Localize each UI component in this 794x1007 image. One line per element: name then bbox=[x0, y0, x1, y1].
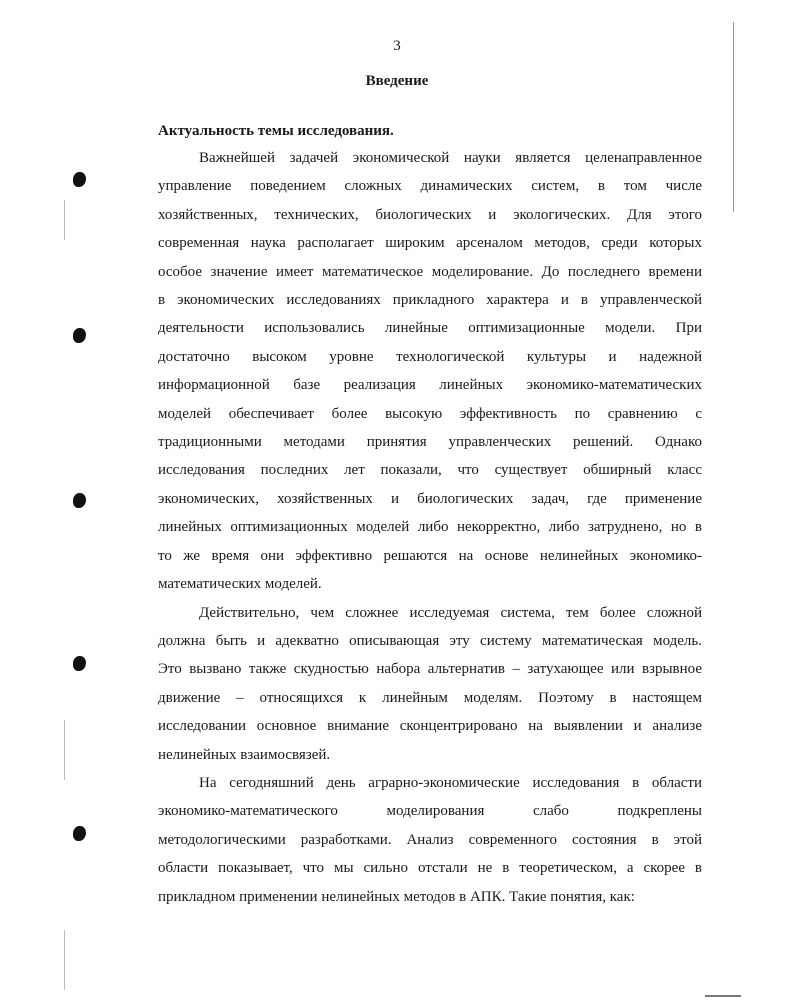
text-line: прикладном применении нелинейных методов в АПК. Такие понятия, как: bbox=[158, 888, 635, 905]
text-line: исследовании основное внимание сконцентрировано на выявлении и анализе bbox=[158, 718, 702, 735]
text-line: нелинейных взаимосвязей. bbox=[158, 746, 331, 763]
punch-hole-4 bbox=[73, 656, 86, 671]
paragraph bbox=[158, 599, 702, 769]
text-line: современная наука располагает широким арсеналом методов, среди которых bbox=[158, 235, 702, 252]
text-line: исследования последних лет показали, что существует обширный класс bbox=[158, 462, 702, 479]
section-heading: Введение bbox=[365, 73, 429, 89]
text-line: Это вызвано также скудностью набора альтернатив – затухающее или взрывное bbox=[158, 661, 702, 678]
text-line: должна быть и адекватно описывающая эту систему математическая модель. bbox=[158, 632, 702, 649]
text-line: управление поведением сложных динамических систем, в том числе bbox=[158, 178, 702, 195]
punch-hole-5 bbox=[73, 826, 86, 841]
text-line: линейных оптимизационных моделей либо некорректно, либо затруднено, но в bbox=[158, 519, 702, 536]
scan-edge-left-1 bbox=[64, 200, 65, 240]
body-text bbox=[158, 144, 702, 911]
text-line: то же время они эффективно решаются на основе нелинейных экономико- bbox=[158, 547, 702, 564]
scan-edge-left-2 bbox=[64, 720, 65, 780]
text-line: деятельности использовались линейные оптимизационные модели. При bbox=[158, 320, 702, 337]
page-number: 3 bbox=[393, 38, 401, 54]
text-line: традиционными методами принятия управленческих решений. Однако bbox=[158, 434, 702, 451]
text-line: хозяйственных, технических, биологических и экологических. Для этого bbox=[158, 206, 702, 223]
text-line: На сегодняшний день аграрно-экономические исследования в области bbox=[199, 774, 702, 791]
text-line: моделей обеспечивает более высокую эффективность по сравнению с bbox=[158, 405, 702, 422]
subsection-heading: Актуальность темы исследования. bbox=[158, 123, 394, 139]
punch-hole-1 bbox=[73, 172, 86, 187]
text-line: информационной базе реализация линейных экономико-математических bbox=[158, 377, 702, 394]
scan-edge-left-3 bbox=[64, 930, 65, 990]
text-line: движение – относящихся к линейным моделям. Поэтому в настоящем bbox=[158, 689, 702, 706]
text-line: особое значение имеет математическое моделирование. До последнего времени bbox=[158, 263, 702, 280]
scan-edge-right bbox=[733, 22, 734, 212]
text-line: экономических, хозяйственных и биологических задач, где применение bbox=[158, 490, 702, 507]
paragraph bbox=[158, 144, 702, 599]
punch-hole-3 bbox=[73, 493, 86, 508]
text-line: экономико-математического моделирования слабо подкреплены bbox=[158, 803, 702, 820]
text-line: методологическими разработками. Анализ современного состояния в этой bbox=[158, 831, 702, 848]
paragraph bbox=[158, 769, 702, 911]
text-line: области показывает, что мы сильно отстали не в теоретическом, а скорее в bbox=[158, 860, 702, 877]
text-line: математических моделей. bbox=[158, 576, 322, 593]
text-line: в экономических исследованиях прикладного характера и в управленческой bbox=[158, 292, 702, 309]
text-line: Действительно, чем сложнее исследуемая система, тем более сложной bbox=[199, 604, 702, 621]
bottom-scratch bbox=[705, 995, 741, 997]
punch-hole-2 bbox=[73, 328, 86, 343]
text-line: Важнейшей задачей экономической науки является целенаправленное bbox=[199, 150, 702, 166]
text-line: достаточно высоком уровне технологической культуры и надежной bbox=[158, 348, 702, 365]
